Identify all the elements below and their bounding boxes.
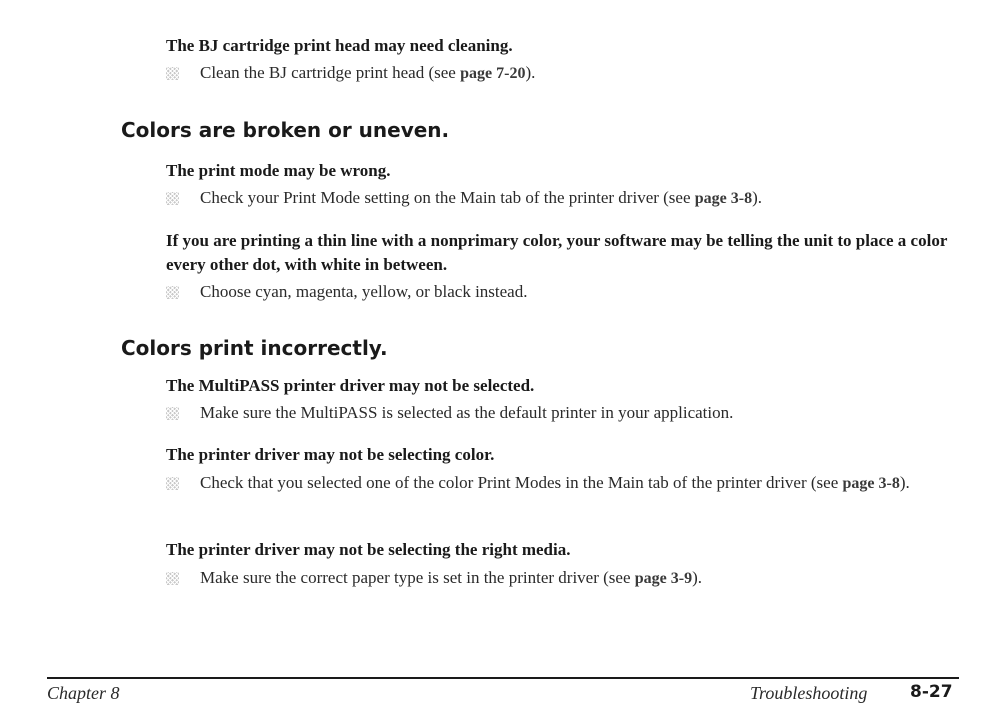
footer-divider bbox=[47, 677, 959, 679]
cause-print-head-cleaning: The BJ cartridge print head may need cleaning. bbox=[166, 36, 513, 55]
remedy-clean-print-head: Clean the BJ cartridge print head (see page 7-20). bbox=[166, 61, 956, 86]
cause-thin-line-nonprimary: If you are printing a thin line with a nonprimary color, your software may be telling the unit to place a color every other dot, with white in between. bbox=[166, 231, 948, 274]
remedy-choose-primary-color: Choose cyan, magenta, yellow, or black instead. bbox=[166, 280, 956, 304]
remedy-select-color-mode: Check that you selected one of the color Print Modes in the Main tab of the printer driver (see page 3-8). bbox=[166, 471, 956, 496]
footer-page-number: 8-27 bbox=[910, 682, 953, 702]
section-title-colors-broken: Colors are broken or uneven. bbox=[121, 118, 450, 142]
page-reference-link[interactable]: page 3-8 bbox=[842, 475, 900, 492]
page-reference-link[interactable]: page 3-9 bbox=[634, 570, 693, 587]
bullet-icon bbox=[166, 67, 179, 80]
page-reference-link[interactable]: page 7-20 bbox=[460, 65, 526, 82]
bullet-icon bbox=[166, 572, 179, 585]
cause-driver-not-selected: The MultiPASS printer driver may not be selected. bbox=[166, 376, 535, 395]
remedy-set-paper-type: Make sure the correct paper type is set in the printer driver (see page 3-9). bbox=[166, 566, 956, 591]
bullet-icon bbox=[166, 477, 179, 490]
cause-driver-not-selecting-color: The printer driver may not be selecting color. bbox=[166, 445, 495, 464]
remedy-select-multipass: Make sure the MultiPASS is selected as the default printer in your application. bbox=[166, 401, 956, 425]
footer-chapter: Chapter 8 bbox=[47, 683, 120, 703]
section-title-colors-incorrect: Colors print incorrectly. bbox=[121, 336, 388, 360]
cause-driver-wrong-media: The printer driver may not be selecting the right media. bbox=[166, 540, 571, 559]
page-reference-link[interactable]: page 3-8 bbox=[694, 190, 753, 207]
remedy-check-print-mode: Check your Print Mode setting on the Main tab of the printer driver (see page 3-8). bbox=[166, 186, 956, 211]
bullet-icon bbox=[166, 192, 179, 205]
footer-section-name: Troubleshooting bbox=[750, 683, 868, 703]
bullet-icon bbox=[166, 407, 179, 420]
bullet-icon bbox=[166, 286, 179, 299]
cause-print-mode-wrong: The print mode may be wrong. bbox=[166, 161, 391, 180]
